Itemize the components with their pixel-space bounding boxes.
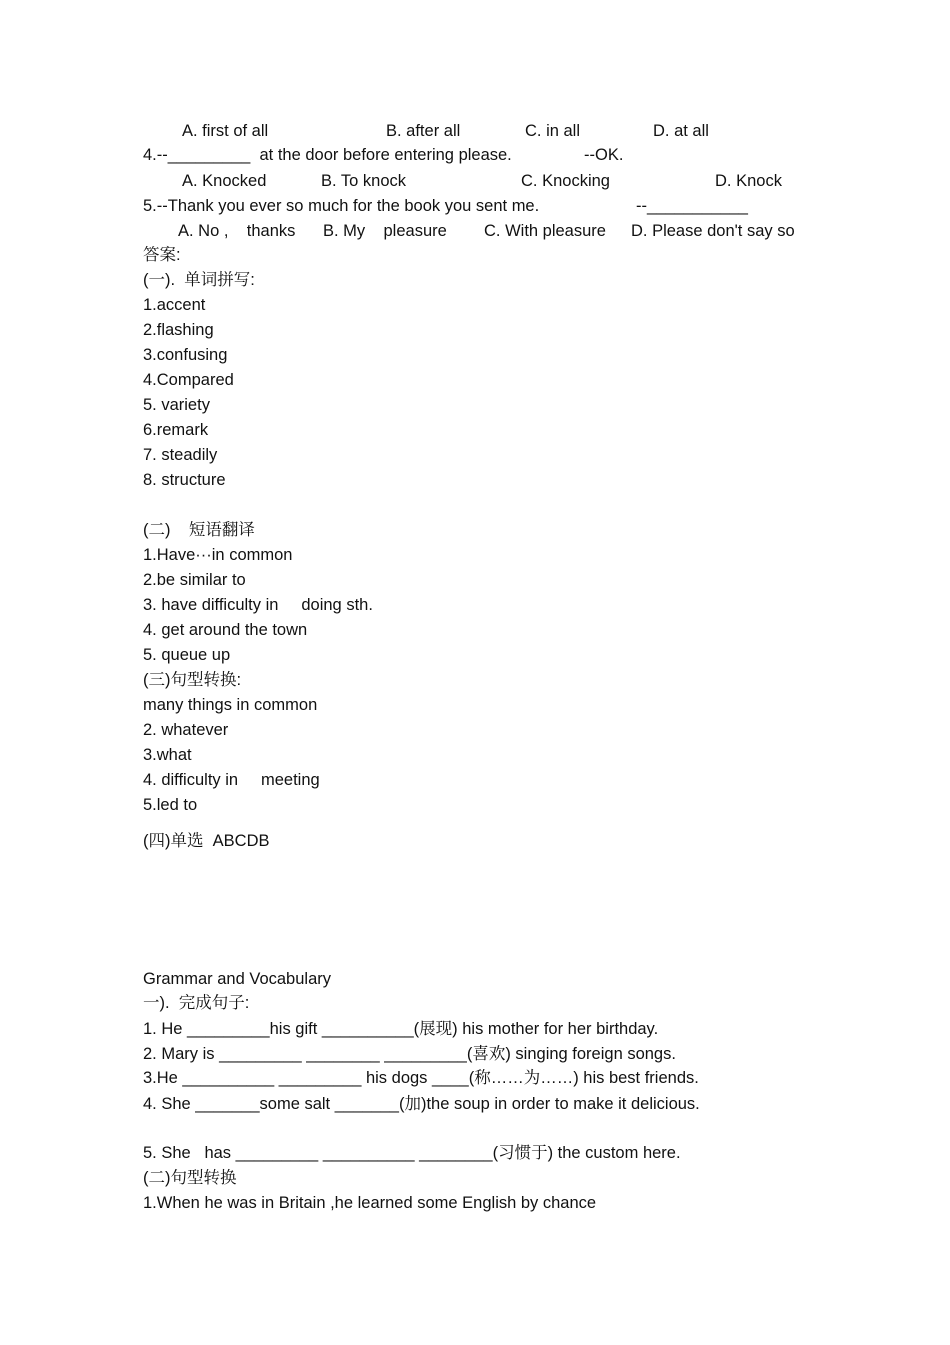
list-item: 8. structure [143, 471, 226, 489]
q4-reply: --OK. [584, 146, 624, 164]
q5-reply: --___________ [636, 197, 748, 215]
q5-option-a: A. No , thanks [178, 222, 296, 240]
list-item: 2.be similar to [143, 571, 246, 589]
list-item: 3.He __________ _________ his dogs ____(称……为……) his best friends. [143, 1069, 699, 1087]
answers-part3-title: (三)句型转换: [143, 671, 242, 689]
list-item: 4. She _______some salt _______(加)the soup in order to make it delicious. [143, 1095, 700, 1113]
list-item: 4.Compared [143, 371, 234, 389]
list-item: 4. get around the town [143, 621, 308, 639]
q5-option-c: C. With pleasure [484, 222, 606, 240]
q5-option-d: D. Please don't say so [631, 222, 795, 240]
list-item: 1.Have···in common [143, 546, 293, 564]
list-item: 2.flashing [143, 321, 214, 339]
q3-option-a: A. first of all [182, 122, 269, 140]
list-item: 1. He _________his gift __________(展现) his mother for her birthday. [143, 1020, 659, 1038]
grammar-title: Grammar and Vocabulary [143, 970, 332, 988]
answers-part2-title: (二) 短语翻译 [143, 521, 255, 539]
list-item: 2. Mary is _________ ________ _________(喜欢) singing foreign songs. [143, 1045, 676, 1063]
list-item: 4. difficulty in meeting [143, 771, 320, 789]
q4-option-d: D. Knock [715, 172, 782, 190]
grammar-section1-title: 一). 完成句子: [143, 994, 250, 1012]
list-item: 1.accent [143, 296, 206, 314]
list-item: 7. steadily [143, 446, 218, 464]
list-item: 5. She has _________ __________ ________(习惯于) the custom here. [143, 1144, 681, 1162]
list-item: 6.remark [143, 421, 209, 439]
list-item: 5. queue up [143, 646, 231, 664]
q3-option-d: D. at all [653, 122, 709, 140]
answers-heading: 答案: [143, 246, 181, 264]
list-item: many things in common [143, 696, 318, 714]
q3-option-b: B. after all [386, 122, 461, 140]
q4-option-b: B. To knock [321, 172, 406, 190]
list-item: 5. variety [143, 396, 210, 414]
q4-option-a: A. Knocked [182, 172, 267, 190]
list-item: 3.what [143, 746, 192, 764]
list-item: 1.When he was in Britain ,he learned some English by chance [143, 1194, 597, 1212]
grammar-section2-title: (二)句型转换 [143, 1169, 237, 1187]
list-item: 5.led to [143, 796, 198, 814]
list-item: 3. have difficulty in doing sth. [143, 596, 373, 614]
q5-option-b: B. My pleasure [323, 222, 447, 240]
q5-stem: 5.--Thank you ever so much for the book you sent me. [143, 197, 540, 215]
list-item: 3.confusing [143, 346, 228, 364]
q4-option-c: C. Knocking [521, 172, 610, 190]
list-item: 2. whatever [143, 721, 229, 739]
q3-option-c: C. in all [525, 122, 581, 140]
answers-part1-title: (一). 单词拼写: [143, 271, 255, 289]
q4-stem: 4.--_________ at the door before entering please. [143, 146, 512, 164]
answers-part4: (四)单选 ABCDB [143, 832, 270, 850]
